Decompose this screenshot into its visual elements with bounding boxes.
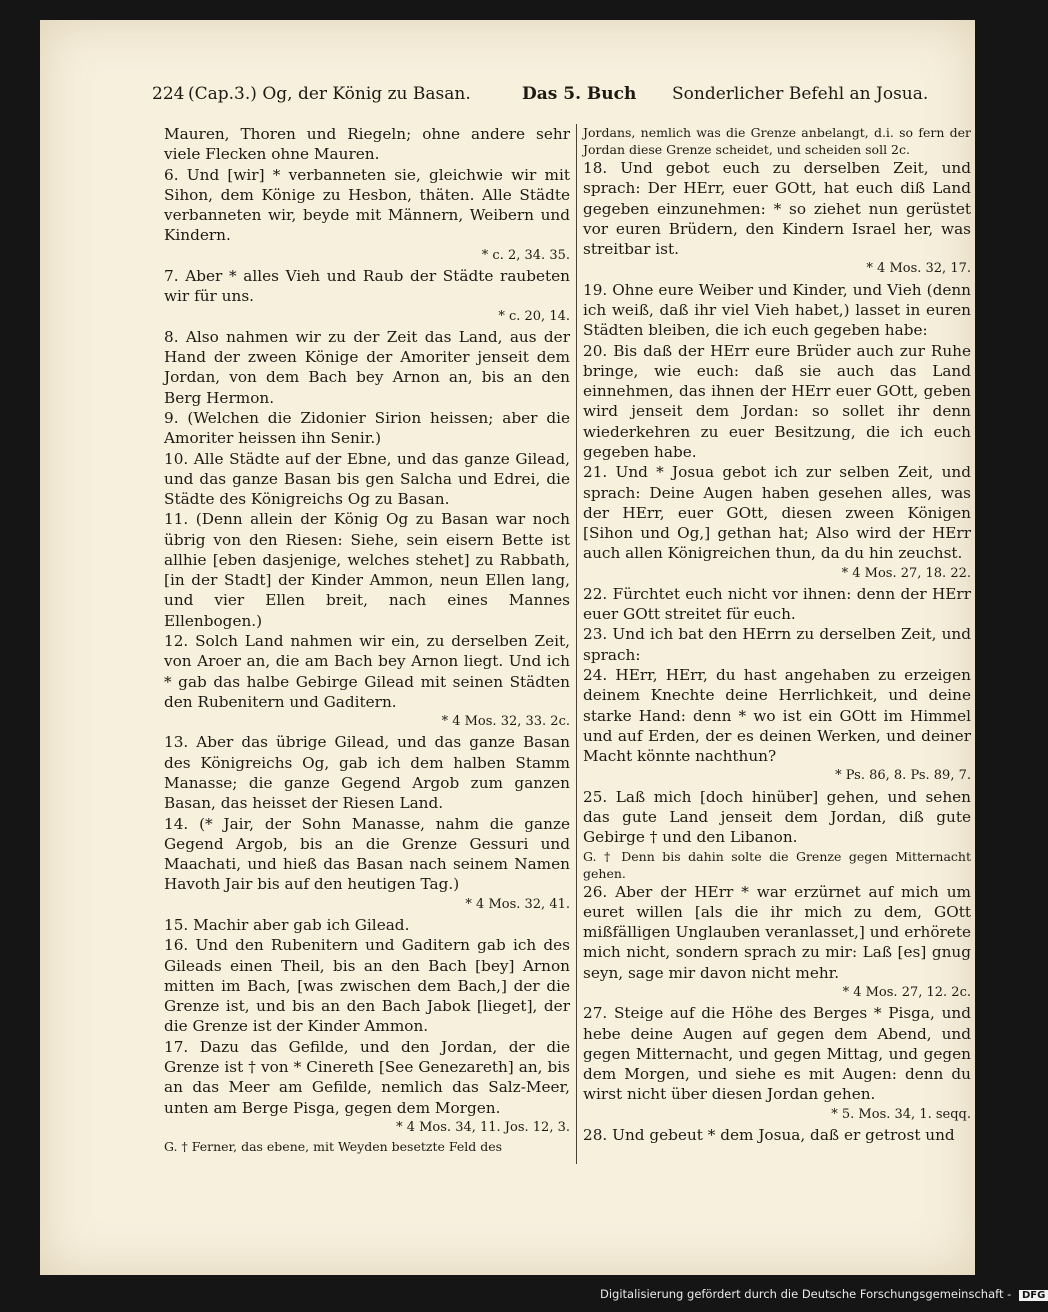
verse-paragraph [583, 787, 971, 848]
verse-text: 20. Bis daß der HErr eure Brüder auch zur Ruhe bringe, wie euch: daß sie auch das Land einnehmen, das ihnen der HErr euer GOtt, geben wird jenseit dem Jordan: so sollet ihr denn wiederkehren zu euer Besitzung, die ich euch gegeben habe. [583, 341, 971, 461]
verse-text: 11. (Denn allein der König Og zu Basan war noch übrig von den Riesen: Siehe, sein eisern Bette ist allhie [eben dasjenige, welches stehet] zu Rabbath, [in der Stadt] der Kinder Ammon, neun Ellen lang, und vier Ellen breit, nach eines Mannes Ellenbogen.) [164, 510, 570, 630]
verse-text: 7. Aber * alles Vieh und Raub der Städte raubeten wir für uns. [164, 266, 570, 306]
dfg-logo: DFG [1019, 1290, 1048, 1301]
verse-paragraph [164, 915, 570, 935]
cross-reference: * 4 Mos. 27, 12. 2c. [842, 984, 971, 1000]
verse-paragraph [583, 1003, 971, 1104]
verse-text: 19. Ohne eure Weiber und Kinder, und Vieh (denn ich weiß, daß ihr viel Vieh habet,) lasset in euren Städten bleiben, die ich euch gegeben habe: [583, 280, 971, 340]
verse-text: 18. Und gebot euch zu derselben Zeit, und sprach: Der HErr, euer GOtt, hat euch diß Land gegeben einzunehmen: * so ziehet nun gerüstet vor euren Brüdern, den Kindern Israel her, was streitbar ist. [583, 159, 971, 259]
verse-text: 10. Alle Städte auf der Ebne, und das ganze Gilead, und das ganze Basan bis gen Salcha und Edrei, die Städte des Königreichs Og zu Basan. [164, 449, 570, 509]
cross-reference: * 4 Mos. 34, 11. Jos. 12, 3. [396, 1119, 570, 1135]
verse-text: 22. Fürchtet euch nicht vor ihnen: denn der HErr euer GOtt streitet für euch. [583, 584, 971, 624]
cross-reference: * c. 20, 14. [498, 308, 570, 324]
verse-text: 17. Dazu das Gefilde, und den Jordan, der die Grenze ist † von * Cinereth [See Genezareth] an, bis an das Meer am Gefilde, nemlich das Salz-Meer, unten am Berge Pisga, gegen dem Morgen. [164, 1037, 570, 1117]
verse-paragraph [164, 124, 570, 165]
chapter-heading: (Cap.3.) Og, der König zu Basan. [188, 84, 471, 104]
verse-text: 21. Und * Josua gebot ich zur selben Zeit, und sprach: Deine Augen haben gesehen alles, was der HErr, euer GOtt, diesen zween Königen [Sihon und Og,] gethan hat; Also wird der HErr auch allen Königreichen thun, da du hin zeuchst. [583, 463, 971, 563]
verse-text: 12. Solch Land nahmen wir ein, zu derselben Zeit, von Aroer an, die am Bach bey Arnon liegt. Und ich * gab das halbe Gebirge Gilead mit seinen Städten den Rubenitern und Gaditern. [164, 632, 570, 711]
verse-paragraph [164, 1138, 570, 1155]
verse-text: 9. (Welchen die Zidonier Sirion heissen; aber die Amoriter heissen ihn Senir.) [164, 408, 570, 448]
cross-reference: * 4 Mos. 32, 41. [465, 896, 570, 912]
cross-reference: * c. 2, 34. 35. [481, 247, 570, 263]
cross-reference: * Ps. 86, 8. Ps. 89, 7. [835, 768, 971, 784]
verse-text: 13. Aber das übrige Gilead, und das ganze Basan des Königreichs Og, gab ich dem halben Stamm Manasse; die ganze Gegend Argob zum ganzen Basan, das heisset der Riesen Land. [164, 733, 570, 813]
verse-paragraph [164, 408, 570, 449]
verse-paragraph [164, 165, 570, 246]
running-header [152, 84, 952, 112]
left-text-column [164, 124, 570, 1155]
verse-paragraph [583, 665, 971, 766]
cross-reference: * 4 Mos. 32, 17. [866, 261, 971, 277]
verse-paragraph [164, 732, 570, 813]
verse-paragraph [164, 1037, 570, 1118]
verse-text: 15. Machir aber gab ich Gilead. [164, 915, 410, 934]
verse-paragraph [583, 462, 971, 563]
verse-paragraph [583, 848, 971, 882]
verse-paragraph [164, 266, 570, 307]
verse-paragraph [164, 935, 570, 1036]
column-divider [576, 124, 577, 1164]
verse-paragraph [583, 280, 971, 341]
credit-text: Digitalisierung gefördert durch die Deutsche Forschungsgemeinschaft - [600, 1287, 1012, 1301]
verse-paragraph [583, 882, 971, 983]
verse-paragraph [583, 624, 971, 665]
verse-paragraph [583, 1125, 971, 1145]
verse-text: Jordans, nemlich was die Grenze anbelangt, d.i. so fern der Jordan diese Grenze scheidet, und scheiden soll 2c. [583, 125, 971, 157]
verse-text: 26. Aber der HErr * war erzürnet auf mich um euret willen [als die ihr mich zu dem, GOtt mißfälligen Unglauben veranlasset,] und erhörete mich nicht, sondern sprach zu mir: Laß [es] gnug seyn, sage mir davon nicht mehr. [583, 882, 971, 982]
verse-paragraph [164, 449, 570, 510]
verse-text: G. † Ferner, das ebene, mit Weyden besetzte Feld des [164, 1139, 503, 1155]
verse-paragraph [164, 814, 570, 895]
verse-text: 25. Laß mich [doch hinüber] gehen, und sehen das gute Land jenseit dem Jordan, diß gute Gebirge † und den Libanon. [583, 787, 971, 847]
page-number: 224 [152, 84, 185, 104]
verse-text: G. † Denn bis dahin solte die Grenze gegen Mitternacht gehen. [583, 848, 971, 881]
cross-reference: * 5. Mos. 34, 1. seqq. [831, 1106, 971, 1122]
verse-paragraph [164, 509, 570, 631]
verse-text: 8. Also nahmen wir zu der Zeit das Land, aus der Hand der zween Könige der Amoriter jenseit dem Jordan, von dem Bach bey Arnon an, bis an den Berg Hermon. [164, 327, 570, 407]
verse-paragraph [164, 327, 570, 408]
digitization-credit [600, 1287, 1046, 1307]
verse-paragraph [583, 158, 971, 259]
book-title: Das 5. Buch [522, 84, 637, 104]
verse-text: Mauren, Thoren und Riegeln; ohne andere sehr viele Flecken ohne Mauren. [164, 125, 570, 164]
section-title: Sonderlicher Befehl an Josua. [672, 84, 929, 104]
cross-reference: * 4 Mos. 32, 33. 2c. [441, 714, 570, 730]
verse-text: 16. Und den Rubenitern und Gaditern gab ich des Gileads einen Theil, bis an den Bach [bey] Arnon mitten im Bach, [was zwischen dem Bach,] der die Grenze ist, und bis an den Bach Jabok [lieget], der die Grenze ist der Kinder Ammon. [164, 936, 570, 1036]
verse-text: 23. Und ich bat den HErrn zu derselben Zeit, und sprach: [583, 625, 971, 664]
verse-paragraph [583, 584, 971, 625]
verse-text: 27. Steige auf die Höhe des Berges * Pisga, und hebe deine Augen auf gegen dem Abend, und gegen Mitternacht, und gegen Mittag, und gegen dem Morgen, und siehe es mit Augen: denn du wirst nicht über diesen Jordan gehen. [583, 1004, 971, 1104]
verse-text: 6. Und [wir] * verbanneten sie, gleichwie wir mit Sihon, dem Könige zu Hesbon, thäten. Alle Städte verbanneten wir, beyde mit Männern, Weibern und Kindern. [164, 165, 570, 245]
right-text-column [583, 124, 971, 1145]
cross-reference: * 4 Mos. 27, 18. 22. [841, 565, 971, 581]
verse-paragraph [583, 124, 971, 158]
verse-paragraph [583, 341, 971, 463]
verse-text: 28. Und gebeut * dem Josua, daß er getrost und [583, 1125, 955, 1144]
verse-text: 24. HErr, HErr, du hast angehaben zu erzeigen deinem Knechte deine Herrlichkeit, und deine starke Hand: denn * wo ist ein GOtt im Himmel und auf Erden, der es deinen Werken, und deiner Macht könnte nachthun? [583, 666, 971, 766]
verse-text: 14. (* Jair, der Sohn Manasse, nahm die ganze Gegend Argob, bis an die Grenze Gessuri und Maachati, und hieß das Basan nach seinem Namen Havoth Jair bis auf den heutigen Tag.) [164, 814, 570, 894]
verse-paragraph [164, 631, 570, 712]
